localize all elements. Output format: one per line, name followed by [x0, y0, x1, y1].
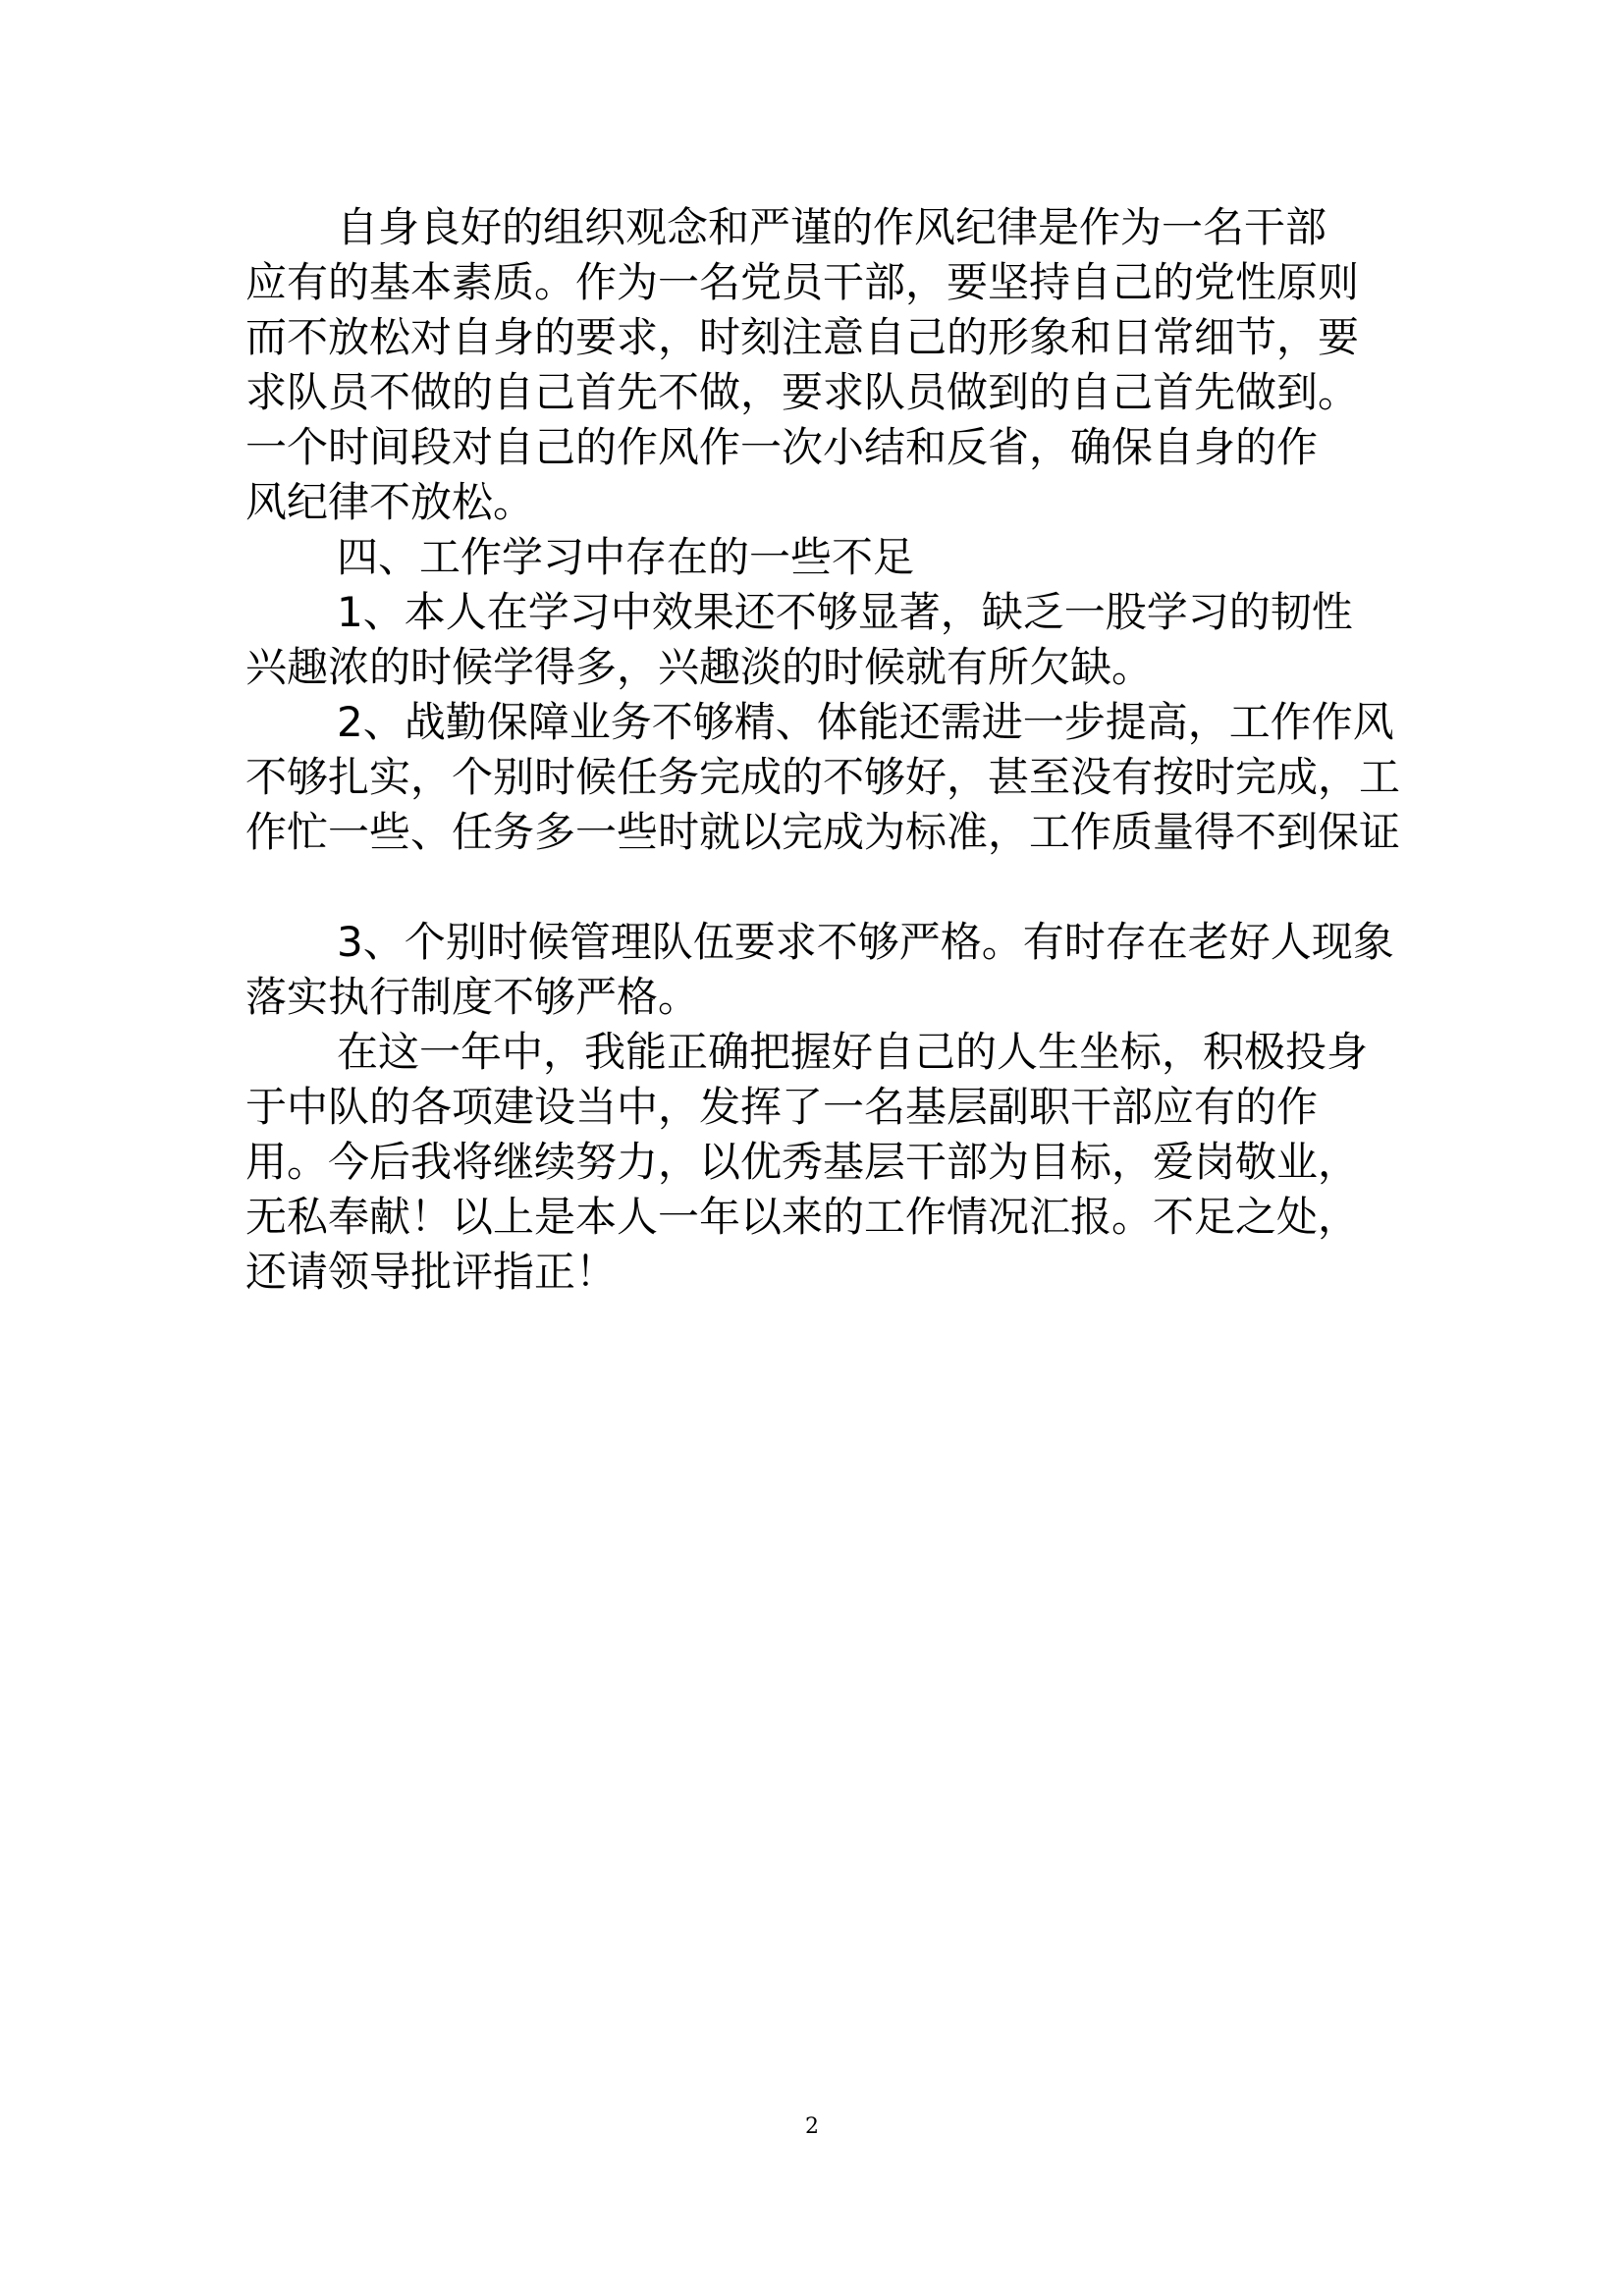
text-line: 自身良好的组织观念和严谨的作风纪律是作为一名干部 — [337, 203, 1327, 251]
text-line: 作忙一些、任务多一些时就以完成为标准，工作质量得不到保证 — [245, 808, 1401, 856]
paragraph-discipline — [245, 201, 1424, 529]
section-heading: 四、工作学习中存在的一些不足 — [337, 533, 915, 581]
text-line: 风纪律不放松。 — [245, 478, 535, 526]
text-line: 求队员不做的自己首先不做，要求队员做到的自己首先做到。 — [245, 368, 1360, 416]
text-line: 于中队的各项建设当中，发挥了一名基层副职干部应有的作 — [245, 1083, 1319, 1131]
text-line: 还请领导批评指正！ — [245, 1248, 618, 1296]
text-line: 兴趣浓的时候学得多，兴趣淡的时候就有所欠缺。 — [245, 643, 1154, 691]
text-line: 落实执行制度不够严格。 — [245, 973, 700, 1021]
text-line: 一个时间段对自己的作风作一次小结和反省，确保自身的作 — [245, 423, 1319, 471]
list-item-2 — [245, 696, 1424, 859]
text-line: 在这一年中，我能正确把握好自己的人生坐标，积极投身 — [337, 1028, 1369, 1076]
page-number: 2 — [805, 2114, 819, 2139]
list-item-1 — [245, 586, 1424, 694]
list-item-3 — [245, 916, 1424, 1024]
text-line: 无私奉献！以上是本人一年以来的工作情况汇报。不足之处， — [245, 1193, 1360, 1241]
blank-line — [245, 861, 1424, 916]
text-line: 应有的基本素质。作为一名党员干部，要坚持自己的党性原则 — [245, 258, 1360, 306]
text-line: 用。今后我将继续努力，以优秀基层干部为目标，爱岗敬业， — [245, 1138, 1360, 1186]
document-body — [245, 201, 1424, 1301]
text-line: 不够扎实，个别时候任务完成的不够好，甚至没有按时完成，工 — [245, 753, 1401, 801]
text-line: 2、战勤保障业务不够精、体能还需进一步提高，工作作风 — [337, 698, 1394, 746]
text-line: 3、个别时候管理队伍要求不够严格。有时存在老好人现象 — [337, 918, 1394, 966]
paragraph-conclusion — [245, 1026, 1424, 1299]
text-line: 1、本人在学习中效果还不够显著，缺乏一股学习的韧性 — [337, 588, 1353, 636]
text-line: 而不放松对自身的要求，时刻注意自己的形象和日常细节，要 — [245, 313, 1360, 361]
